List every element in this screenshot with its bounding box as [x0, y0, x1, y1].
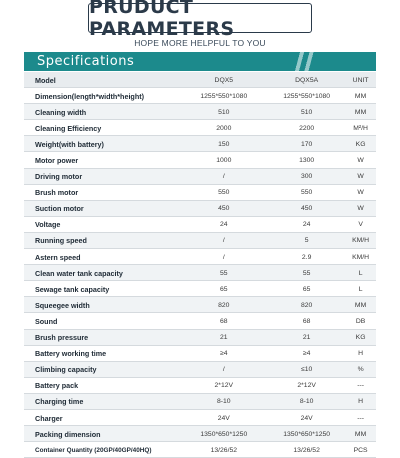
table-row [24, 104, 376, 120]
unit-cell: --- [357, 414, 364, 422]
table-row [24, 265, 376, 281]
param-cell: Weight(with battery) [35, 139, 104, 149]
model-b-cell: 21 [302, 334, 311, 342]
unit-cell: MM [354, 108, 367, 116]
table-row [24, 378, 376, 394]
param-cell: Climbing capacity [35, 365, 97, 375]
table-row [24, 217, 376, 233]
model-b-cell: 450 [300, 205, 313, 213]
model-a-cell: 65 [220, 285, 228, 293]
model-b-cell: 24 [302, 221, 311, 229]
unit-cell: KM/H [352, 237, 370, 245]
model-b-cell: 5 [304, 237, 309, 245]
model-a-cell: / [222, 237, 225, 245]
param-cell: Battery working time [35, 349, 107, 359]
param-cell: Motor power [35, 156, 79, 166]
param-cell: Squeegee width [35, 300, 90, 310]
model-a-cell: 24V [217, 414, 230, 422]
model-a-cell: 1350*650*1250 [200, 430, 248, 438]
param-cell: Model [35, 75, 56, 85]
model-a-cell: 21 [220, 334, 228, 342]
table-row [24, 297, 376, 313]
table-row [24, 249, 376, 265]
model-b-cell: 65 [302, 285, 311, 293]
model-a-cell: 13/26/52 [210, 446, 238, 454]
model-b-cell: 2.9 [301, 253, 312, 261]
model-b-cell: DQX5A [295, 76, 319, 84]
unit-cell: KG [355, 334, 366, 342]
table-row [24, 330, 376, 346]
specifications-header-bar [24, 52, 376, 71]
model-b-cell: 2200 [299, 124, 315, 132]
param-cell: Clean water tank capacity [35, 268, 123, 278]
unit-cell: MM [354, 301, 367, 309]
model-b-cell: 820 [300, 301, 313, 309]
model-b-cell: 300 [300, 173, 313, 181]
param-cell: Sewage tank capacity [35, 284, 110, 294]
unit-cell: H [358, 350, 364, 358]
unit-cell: MM [354, 92, 367, 100]
spec-table [24, 72, 376, 458]
table-row [24, 136, 376, 152]
param-cell: Brush motor [35, 188, 79, 198]
table-row [24, 426, 376, 442]
table-row [24, 346, 376, 362]
param-cell: Cleaning Efficiency [35, 123, 102, 133]
model-b-cell: 1350*650*1250 [283, 430, 331, 438]
table-row [24, 152, 376, 168]
unit-cell: KG [355, 140, 366, 148]
model-b-cell: 1255*550*1080 [283, 92, 331, 100]
unit-cell: M²/H [353, 124, 368, 132]
unit-cell: DB [355, 317, 366, 325]
table-row [24, 120, 376, 136]
table-row [24, 410, 376, 426]
page-title: PRUDUCT PARAMETERS [89, 0, 235, 40]
unit-cell: L [358, 285, 363, 293]
unit-cell: W [357, 205, 364, 213]
model-a-cell: / [222, 366, 225, 374]
unit-cell: UNIT [352, 76, 369, 84]
table-row [24, 88, 376, 104]
param-cell: Charger [35, 413, 63, 423]
model-a-cell: 68 [220, 317, 228, 325]
model-b-cell: ≤10 [300, 366, 313, 374]
model-a-cell: DQX5 [214, 76, 234, 84]
unit-cell: % [357, 366, 364, 374]
model-a-cell: 1255*550*1080 [200, 92, 248, 100]
table-row [24, 185, 376, 201]
model-b-cell: 68 [302, 317, 311, 325]
param-cell: Suction motor [35, 204, 84, 214]
model-a-cell: 820 [218, 301, 230, 309]
model-b-cell: 24V [300, 414, 313, 422]
table-row [24, 169, 376, 185]
unit-cell: W [357, 189, 364, 197]
param-cell: Packing dimension [35, 429, 101, 439]
model-b-cell: ≥4 [302, 350, 311, 358]
param-cell: Running speed [35, 236, 87, 246]
unit-cell: L [358, 269, 363, 277]
model-a-cell: 8-10 [216, 398, 231, 406]
param-cell: Container Quantity (20GP/40GP/40HQ) [35, 446, 152, 454]
model-b-cell: 8-10 [299, 398, 314, 406]
model-b-cell: 55 [302, 269, 311, 277]
page-title-box [88, 0, 312, 40]
param-cell: Cleaning width [35, 107, 87, 117]
param-cell: Dimension(length*width*height) [35, 91, 145, 101]
model-a-cell: 55 [220, 269, 228, 277]
model-a-cell: 510 [218, 108, 230, 116]
param-cell: Brush pressure [35, 333, 89, 343]
table-row [24, 201, 376, 217]
model-b-cell: 510 [300, 108, 313, 116]
model-a-cell: 2000 [216, 124, 232, 132]
model-a-cell: 24 [220, 221, 228, 229]
decorative-stripe [246, 52, 376, 71]
model-a-cell: 150 [218, 140, 230, 148]
model-b-cell: 2*12V [297, 382, 316, 390]
unit-cell: KM/H [352, 253, 370, 261]
model-a-cell: / [222, 173, 225, 181]
model-b-cell: 13/26/52 [293, 446, 320, 454]
model-a-cell: 450 [218, 205, 230, 213]
table-row [24, 362, 376, 378]
unit-cell: W [357, 157, 364, 165]
specifications-label: Specifications [37, 54, 135, 69]
model-a-cell: ≥4 [220, 350, 228, 358]
unit-cell: H [358, 398, 364, 406]
param-cell: Voltage [35, 220, 61, 230]
model-a-cell: 1000 [216, 157, 232, 165]
table-row [24, 233, 376, 249]
table-row [24, 281, 376, 297]
unit-cell: --- [357, 382, 364, 390]
table-row [24, 72, 376, 88]
model-a-cell: 2*12V [214, 382, 234, 390]
param-cell: Sound [35, 316, 58, 326]
unit-cell: MM [354, 430, 367, 438]
unit-cell: V [358, 221, 363, 229]
model-b-cell: 170 [300, 140, 313, 148]
model-a-cell: 550 [218, 189, 230, 197]
unit-cell: PCS [353, 446, 368, 454]
model-a-cell: / [222, 253, 225, 261]
param-cell: Battery pack [35, 381, 79, 391]
unit-cell: W [357, 173, 364, 181]
model-b-cell: 550 [300, 189, 313, 197]
table-row [24, 394, 376, 410]
model-b-cell: 1300 [299, 157, 315, 165]
param-cell: Charging time [35, 397, 84, 407]
page-subtitle: HOPE MORE HELPFUL TO YOU [134, 38, 266, 48]
param-cell: Driving motor [35, 172, 83, 182]
table-row [24, 313, 376, 329]
table-row [24, 442, 376, 458]
param-cell: Astern speed [35, 252, 81, 262]
